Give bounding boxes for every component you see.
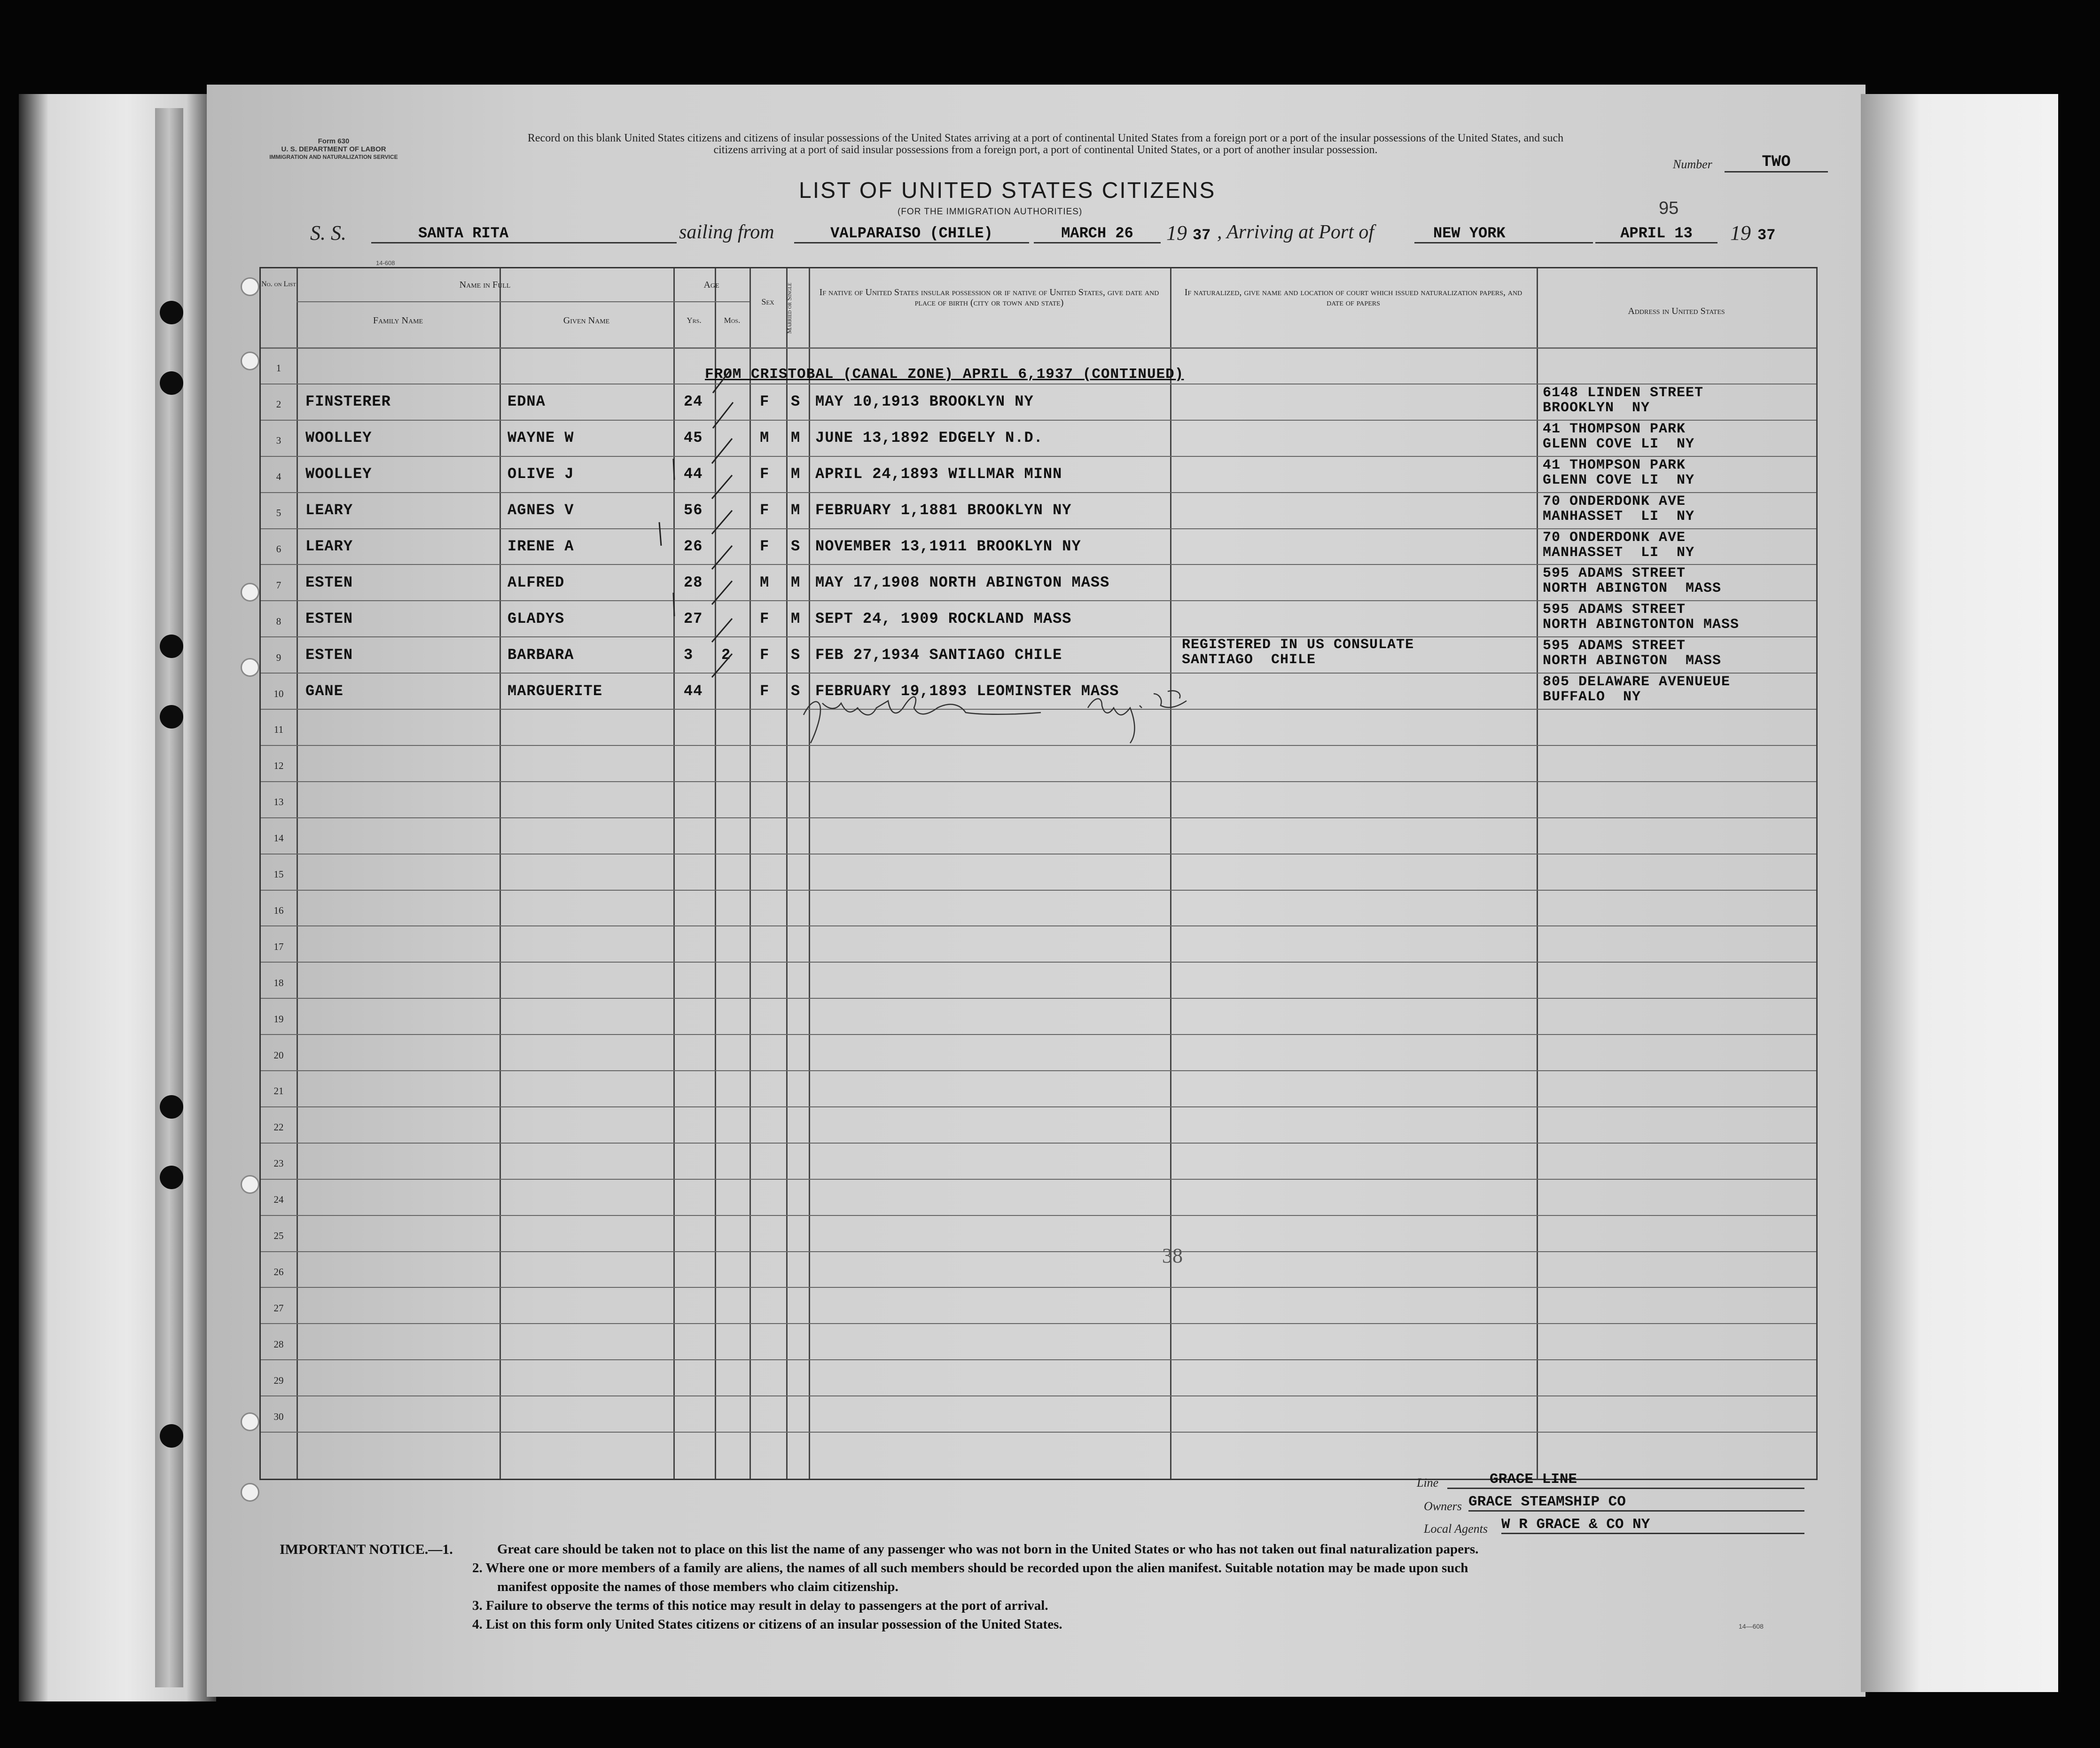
age-years-cell: 3 [684, 646, 694, 664]
departure-port: VALPARAISO (CHILE) [794, 225, 1029, 243]
arrival-port: NEW YORK [1414, 225, 1593, 243]
sailing-year: 37 [1193, 227, 1211, 244]
row-number: 10 [273, 688, 284, 699]
local-agents-value: W R GRACE & CO NY [1501, 1516, 1804, 1534]
row-number: 15 [273, 869, 284, 880]
row-number: 8 [276, 615, 281, 627]
print-code: 14-608 [376, 259, 395, 267]
address-line-1: 41 THOMPSON PARK [1543, 421, 1686, 437]
ss-label: S. S. [310, 221, 346, 244]
ship-name: SANTA RITA [371, 225, 677, 243]
address-line-2: MANHASSET LI NY [1543, 508, 1695, 525]
punch-hole [241, 658, 259, 677]
birth-info-cell: SEPT 24, 1909 ROCKLAND MASS [815, 610, 1072, 627]
row-number: 24 [273, 1194, 284, 1206]
page-subtitle: (FOR THE IMMIGRATION AUTHORITIES) [898, 207, 1083, 217]
address-line-1: 595 ADAMS STREET [1543, 602, 1686, 618]
row-number: 26 [273, 1266, 284, 1278]
given-name-cell: IRENE A [507, 537, 574, 555]
row-number: 7 [276, 579, 281, 591]
stamp-number: 38 [1162, 1244, 1183, 1267]
given-name-cell: WAYNE W [507, 429, 574, 447]
number-label: Number [1673, 157, 1712, 171]
binder-hole [160, 705, 183, 729]
notice-item-1: Great care should be taken not to place on this list the name of any passenger who was not born in the United States or who has not taken out final naturalization papers. [497, 1542, 1479, 1557]
sex-cell: M [760, 573, 770, 591]
row-number: 21 [273, 1085, 284, 1097]
family-name-cell: LEARY [305, 537, 353, 555]
row-number: 3 [276, 435, 281, 447]
given-name-cell: OLIVE J [507, 465, 574, 483]
notice-item-3: 3. Failure to observe the terms of this notice may result in delay to passengers at the port of arrival. [472, 1598, 1048, 1613]
row-number: 5 [276, 507, 281, 519]
binder-hole [160, 635, 183, 658]
form-number: Form 630 [318, 137, 350, 145]
row-number: 19 [273, 1013, 284, 1025]
local-agents-label: Local Agents [1424, 1522, 1488, 1536]
sex-cell: F [760, 393, 770, 411]
punch-hole [241, 352, 259, 370]
naturalization-line-2: SANTIAGO CHILE [1182, 652, 1316, 668]
address-line-2: GLENN COVE LI NY [1543, 436, 1695, 452]
address-line-1: 70 ONDERDONK AVE [1543, 529, 1686, 546]
section-note: FROM CRISTOBAL (CANAL ZONE) APRIL 6,1937 (CONTINUED) [705, 366, 1184, 383]
owners-value: GRACE STEAMSHIP CO [1468, 1494, 1804, 1512]
tick-mark [673, 593, 674, 616]
address-line-2: BUFFALO NY [1543, 689, 1641, 705]
col-birth-place: If native of United States insular possession or if native of United States, give date and place of birth (city or town and state) [819, 287, 1159, 308]
row-number: 29 [273, 1374, 284, 1386]
birth-info-cell: FEBRUARY 19,1893 LEOMINSTER MASS [815, 682, 1119, 700]
col-married-single: Married or Single [786, 282, 793, 334]
binder-hole [160, 301, 183, 324]
notice-item-4: 4. List on this form only United States citizens or citizens of an insular possession of the United States. [472, 1617, 1062, 1632]
family-name-cell: LEARY [305, 502, 353, 519]
sex-cell: F [760, 465, 770, 483]
punch-hole [241, 1483, 259, 1502]
marital-status-cell: S [791, 393, 801, 411]
line-label: Line [1417, 1476, 1439, 1489]
naturalization-line-1: REGISTERED IN US CONSULATE [1182, 637, 1414, 653]
birth-info-cell: MAY 10,1913 BROOKLYN NY [815, 393, 1034, 411]
sailing-label: sailing from [679, 221, 774, 243]
sex-cell: M [760, 429, 770, 447]
col-age: Age [703, 280, 719, 290]
marital-status-cell: M [791, 502, 801, 519]
binder-hole [160, 1166, 183, 1189]
punch-hole [241, 583, 259, 602]
birth-info-cell: APRIL 24,1893 WILLMAR MINN [815, 465, 1062, 483]
address-line-2: BROOKLYN NY [1543, 400, 1650, 416]
year-prefix: 19 [1166, 221, 1187, 244]
address-line-1: 595 ADAMS STREET [1543, 565, 1686, 582]
sex-cell: F [760, 610, 770, 627]
binder-hole [160, 1424, 183, 1448]
number-value: TWO [1725, 153, 1828, 172]
row-number: 9 [276, 651, 281, 663]
sex-cell: F [760, 682, 770, 700]
given-name-cell: MARGUERITE [507, 682, 603, 700]
address-line-2: NORTH ABINGTON MASS [1543, 653, 1722, 669]
row-number: 6 [276, 543, 281, 555]
year-prefix-2: 19 [1730, 221, 1751, 244]
row-number: 23 [273, 1158, 284, 1169]
birth-info-cell: FEBRUARY 1,1881 BROOKLYN NY [815, 502, 1072, 519]
address-line-2: MANHASSET LI NY [1543, 544, 1695, 561]
family-name-cell: WOOLLEY [305, 429, 372, 447]
address-line-2: NORTH ABINGTON MASS [1543, 580, 1722, 597]
tick-mark [712, 619, 732, 642]
form-instructions: Record on this blank United States citizens and citizens of insular possessions of the United States arriving at a port of continental United States from a foreign port or a port of the insular possessions of the United States, and such citizens arriving at a port of said insular possessions from a foreign port, a port of continental United States, or a port of another insular possession. [527, 132, 1564, 156]
sailing-date: MARCH 26 [1034, 225, 1161, 243]
service-name: IMMIGRATION AND NATURALIZATION SERVICE [269, 154, 398, 160]
age-years-cell: 26 [684, 537, 703, 555]
birth-info-cell: NOVEMBER 13,1911 BROOKLYN NY [815, 537, 1081, 555]
row-number: 22 [273, 1121, 284, 1133]
punch-hole [241, 277, 259, 296]
family-name-cell: ESTEN [305, 646, 353, 664]
row-number: 27 [273, 1302, 284, 1314]
row-number: 17 [273, 941, 284, 952]
age-months-cell: 2 [721, 646, 731, 664]
marital-status-cell: S [791, 682, 801, 700]
given-name-cell: EDNA [507, 393, 546, 411]
page-title: LIST OF UNITED STATES CITIZENS [799, 178, 1216, 203]
marital-status-cell: M [791, 429, 801, 447]
owners-label: Owners [1424, 1499, 1462, 1513]
sex-cell: F [760, 646, 770, 664]
row-number: 12 [273, 760, 284, 772]
age-years-cell: 44 [684, 682, 703, 700]
age-years-cell: 56 [684, 502, 703, 519]
row-number: 4 [276, 471, 281, 483]
tick-mark [712, 475, 732, 499]
binder-hole [160, 371, 183, 395]
given-name-cell: ALFRED [507, 573, 565, 591]
binder-hole [160, 1095, 183, 1119]
address-line-1: 595 ADAMS STREET [1543, 638, 1686, 654]
row-number: 1 [276, 362, 281, 374]
tick-mark [673, 459, 674, 480]
tick-mark [712, 654, 732, 677]
family-name-cell: ESTEN [305, 610, 353, 627]
address-line-2: GLENN COVE LI NY [1543, 472, 1695, 488]
age-years-cell: 24 [684, 393, 703, 411]
col-no: No. on List [261, 280, 296, 288]
birth-info-cell: MAY 17,1908 NORTH ABINGTON MASS [815, 573, 1110, 591]
marital-status-cell: M [791, 573, 801, 591]
sex-cell: F [760, 502, 770, 519]
form-code: 14—608 [1739, 1623, 1764, 1630]
col-naturalization: If naturalized, give name and location of court which issued naturalization papers, and date of papers [1184, 287, 1522, 308]
family-name-cell: WOOLLEY [305, 465, 372, 483]
col-family-name: Family Name [373, 315, 423, 326]
row-number: 30 [273, 1411, 284, 1422]
col-sex: Sex [761, 297, 774, 306]
notice-heading: IMPORTANT NOTICE.—1. [280, 1542, 453, 1557]
row-number: 2 [276, 399, 281, 410]
col-name-in-full: Name in Full [459, 280, 511, 290]
punch-hole [241, 1412, 259, 1431]
arrival-year: 37 [1757, 227, 1776, 244]
address-line-1: 41 THOMPSON PARK [1543, 457, 1686, 473]
row-number: 14 [273, 832, 284, 844]
tick-mark [713, 369, 731, 393]
marital-status-cell: M [791, 465, 801, 483]
row-number: 18 [273, 977, 284, 988]
family-name-cell: ESTEN [305, 573, 353, 591]
age-years-cell: 45 [684, 429, 703, 447]
col-given-name: Given Name [563, 315, 610, 326]
row-number: 16 [273, 904, 284, 916]
age-years-cell: 28 [684, 573, 703, 591]
col-months: Mos. [724, 316, 741, 325]
birth-info-cell: JUNE 13,1892 EDGELY N.D. [815, 429, 1043, 447]
family-name-cell: GANE [305, 682, 343, 700]
age-years-cell: 44 [684, 465, 703, 483]
address-line-1: 70 ONDERDONK AVE [1543, 493, 1686, 510]
row-number: 13 [273, 796, 284, 808]
next-page-edge [1861, 94, 2058, 1692]
address-line-2: NORTH ABINGTONTON MASS [1543, 617, 1740, 633]
tick-mark [713, 402, 733, 428]
tick-mark [712, 546, 732, 569]
tick-mark [659, 522, 661, 546]
passenger-table [259, 267, 1818, 1480]
birth-info-cell: FEB 27,1934 SANTIAGO CHILE [815, 646, 1062, 664]
marital-status-cell: M [791, 610, 801, 627]
arriving-label: , Arriving at Port of [1217, 221, 1374, 243]
form-department-header [244, 137, 423, 161]
given-name-cell: BARBARA [507, 646, 574, 664]
binder-edge [19, 94, 216, 1701]
given-name-cell: GLADYS [507, 610, 565, 627]
department-name: U. S. DEPARTMENT OF LABOR [281, 145, 386, 153]
notice-item-2-cont: manifest opposite the names of those members who claim citizenship. [497, 1579, 898, 1594]
address-line-1: 6148 LINDEN STREET [1543, 384, 1704, 401]
handwritten-marks [261, 268, 1816, 1479]
page-mark: 95 [1659, 198, 1679, 218]
col-address: Address in United States [1628, 306, 1725, 316]
marital-status-cell: S [791, 646, 801, 664]
signature [804, 691, 1187, 743]
row-number: 20 [273, 1049, 284, 1061]
line-value: GRACE LINE [1447, 1471, 1804, 1489]
tick-mark [712, 439, 732, 463]
notice-item-2: 2. Where one or more members of a family are aliens, the names of all such members should be recorded upon the alien manifest. Suitable notation may be made upon such [472, 1560, 1468, 1576]
row-number: 28 [273, 1338, 284, 1350]
col-years: Yrs. [687, 316, 702, 325]
family-name-cell: FINSTERER [305, 393, 391, 411]
marital-status-cell: S [791, 537, 801, 555]
arrival-date: APRIL 13 [1595, 225, 1717, 243]
punch-hole [241, 1175, 259, 1194]
binder-spine [155, 108, 183, 1687]
sex-cell: F [760, 537, 770, 555]
given-name-cell: AGNES V [507, 502, 574, 519]
address-line-1: 805 DELAWARE AVENUEUE [1543, 674, 1731, 690]
row-number: 11 [273, 724, 284, 736]
tick-mark [712, 581, 732, 604]
age-years-cell: 27 [684, 610, 703, 627]
row-number: 25 [273, 1230, 284, 1242]
tick-mark [712, 510, 732, 534]
